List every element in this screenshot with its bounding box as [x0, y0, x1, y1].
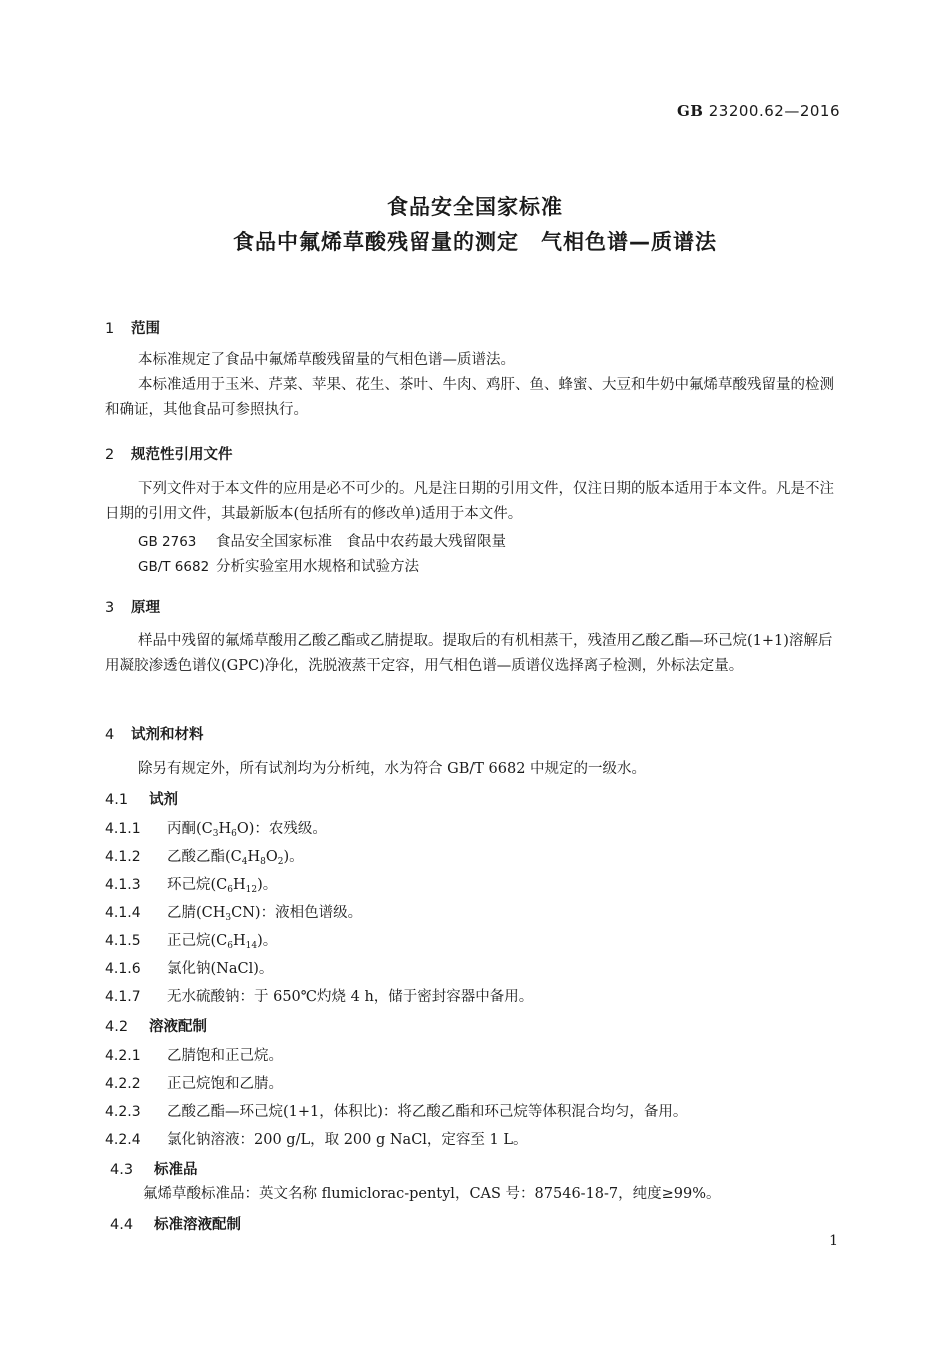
section-4-4-heading: 4.4 标准溶液配制 [110, 1217, 241, 1233]
list-item: 4.1.5 正己烷$(C_6H_{14})$。 [105, 933, 278, 951]
section-4-2-heading: 4.2 溶液配制 [105, 1019, 207, 1035]
section-4-heading: 4 试剂和材料 [105, 727, 204, 743]
reference-item: GB/T 6682 分析实验室用水规格和试验方法 [138, 559, 419, 575]
list-item: 4.2.4 氯化钠溶液：200 g/L，取 200 g NaCl，定容至 1 L。 [105, 1132, 528, 1148]
section-2-heading: 2 规范性引用文件 [105, 447, 233, 463]
list-item: 4.1.1 丙酮$(C_3H_6O)$：农残级。 [105, 821, 327, 839]
standard-number: GB 23200.62—2016 [676, 102, 840, 120]
section-4-para-1: 除另有规定外，所有试剂均为分析纯，水为符合 GB/T 6682 中规定的一级水。 [138, 761, 647, 777]
reference-item: GB 2763 食品安全国家标准 食品中农药最大残留限量 [138, 534, 506, 550]
section-4-1-heading: 4.1 试剂 [105, 792, 178, 808]
list-item: 4.1.6 氯化钠(NaCl)。 [105, 961, 274, 977]
section-2-para-1: 下列文件对于本文件的应用是必不可少的。凡是注日期的引用文件，仅注日期的版本适用于本文件。凡是不注日期的引用文件，其最新版本(包括所有的修改单)适用于本文件。 [105, 481, 834, 522]
section-1-para-1: 本标准规定了食品中氟烯草酸残留量的气相色谱—质谱法。 [138, 352, 515, 368]
section-3-heading: 3 原理 [105, 600, 160, 616]
list-item: 4.2.3 乙酸乙酯—环己烷(1+1，体积比)：将乙酸乙酯和环己烷等体积混合均匀，备用。 [105, 1104, 688, 1120]
list-item: 4.1.3 环己烷$(C_6H_{12})$。 [105, 877, 278, 895]
section-1-heading: 1 范围 [105, 321, 160, 337]
section-4-3-heading: 4.3 标准品 [110, 1162, 198, 1178]
list-item: 4.1.7 无水硫酸钠：于 650℃灼烧 4 h，储于密封容器中备用。 [105, 989, 534, 1005]
list-item: 4.1.4 乙腈$(CH_3CN)$：液相色谱级。 [105, 905, 363, 923]
title-line-1: 食品安全国家标准 [387, 195, 563, 219]
section-1-para-2: 本标准适用于玉米、芹菜、苹果、花生、茶叶、牛肉、鸡肝、鱼、蜂蜜、大豆和牛奶中氟烯草酸残留量的检测和确证，其他食品可参照执行。 [105, 377, 834, 418]
list-item: 4.1.2 乙酸乙酯$(C_4H_8O_2)$。 [105, 849, 304, 867]
page-number: 1 [829, 1233, 838, 1249]
title-line-2: 食品中氟烯草酸残留量的测定 气相色谱—质谱法 [233, 230, 717, 254]
list-item: 4.2.1 乙腈饱和正己烷。 [105, 1048, 283, 1064]
section-3-para-1: 样品中残留的氟烯草酸用乙酸乙酯或乙腈提取。提取后的有机相蒸干，残渣用乙酸乙酯—环己烷(1+1)溶解后用凝胶渗透色谱仪(GPC)净化，洗脱液蒸干定容，用气相色谱—质谱仪选择离子检测，外标法定量。 [105, 633, 833, 674]
list-item: 4.2.2 正己烷饱和乙腈。 [105, 1076, 283, 1092]
section-4-3-para-1: 氟烯草酸标准品：英文名称 flumiclorac-pentyl，CAS 号：87546-18-7，纯度≥99%。 [143, 1186, 721, 1202]
